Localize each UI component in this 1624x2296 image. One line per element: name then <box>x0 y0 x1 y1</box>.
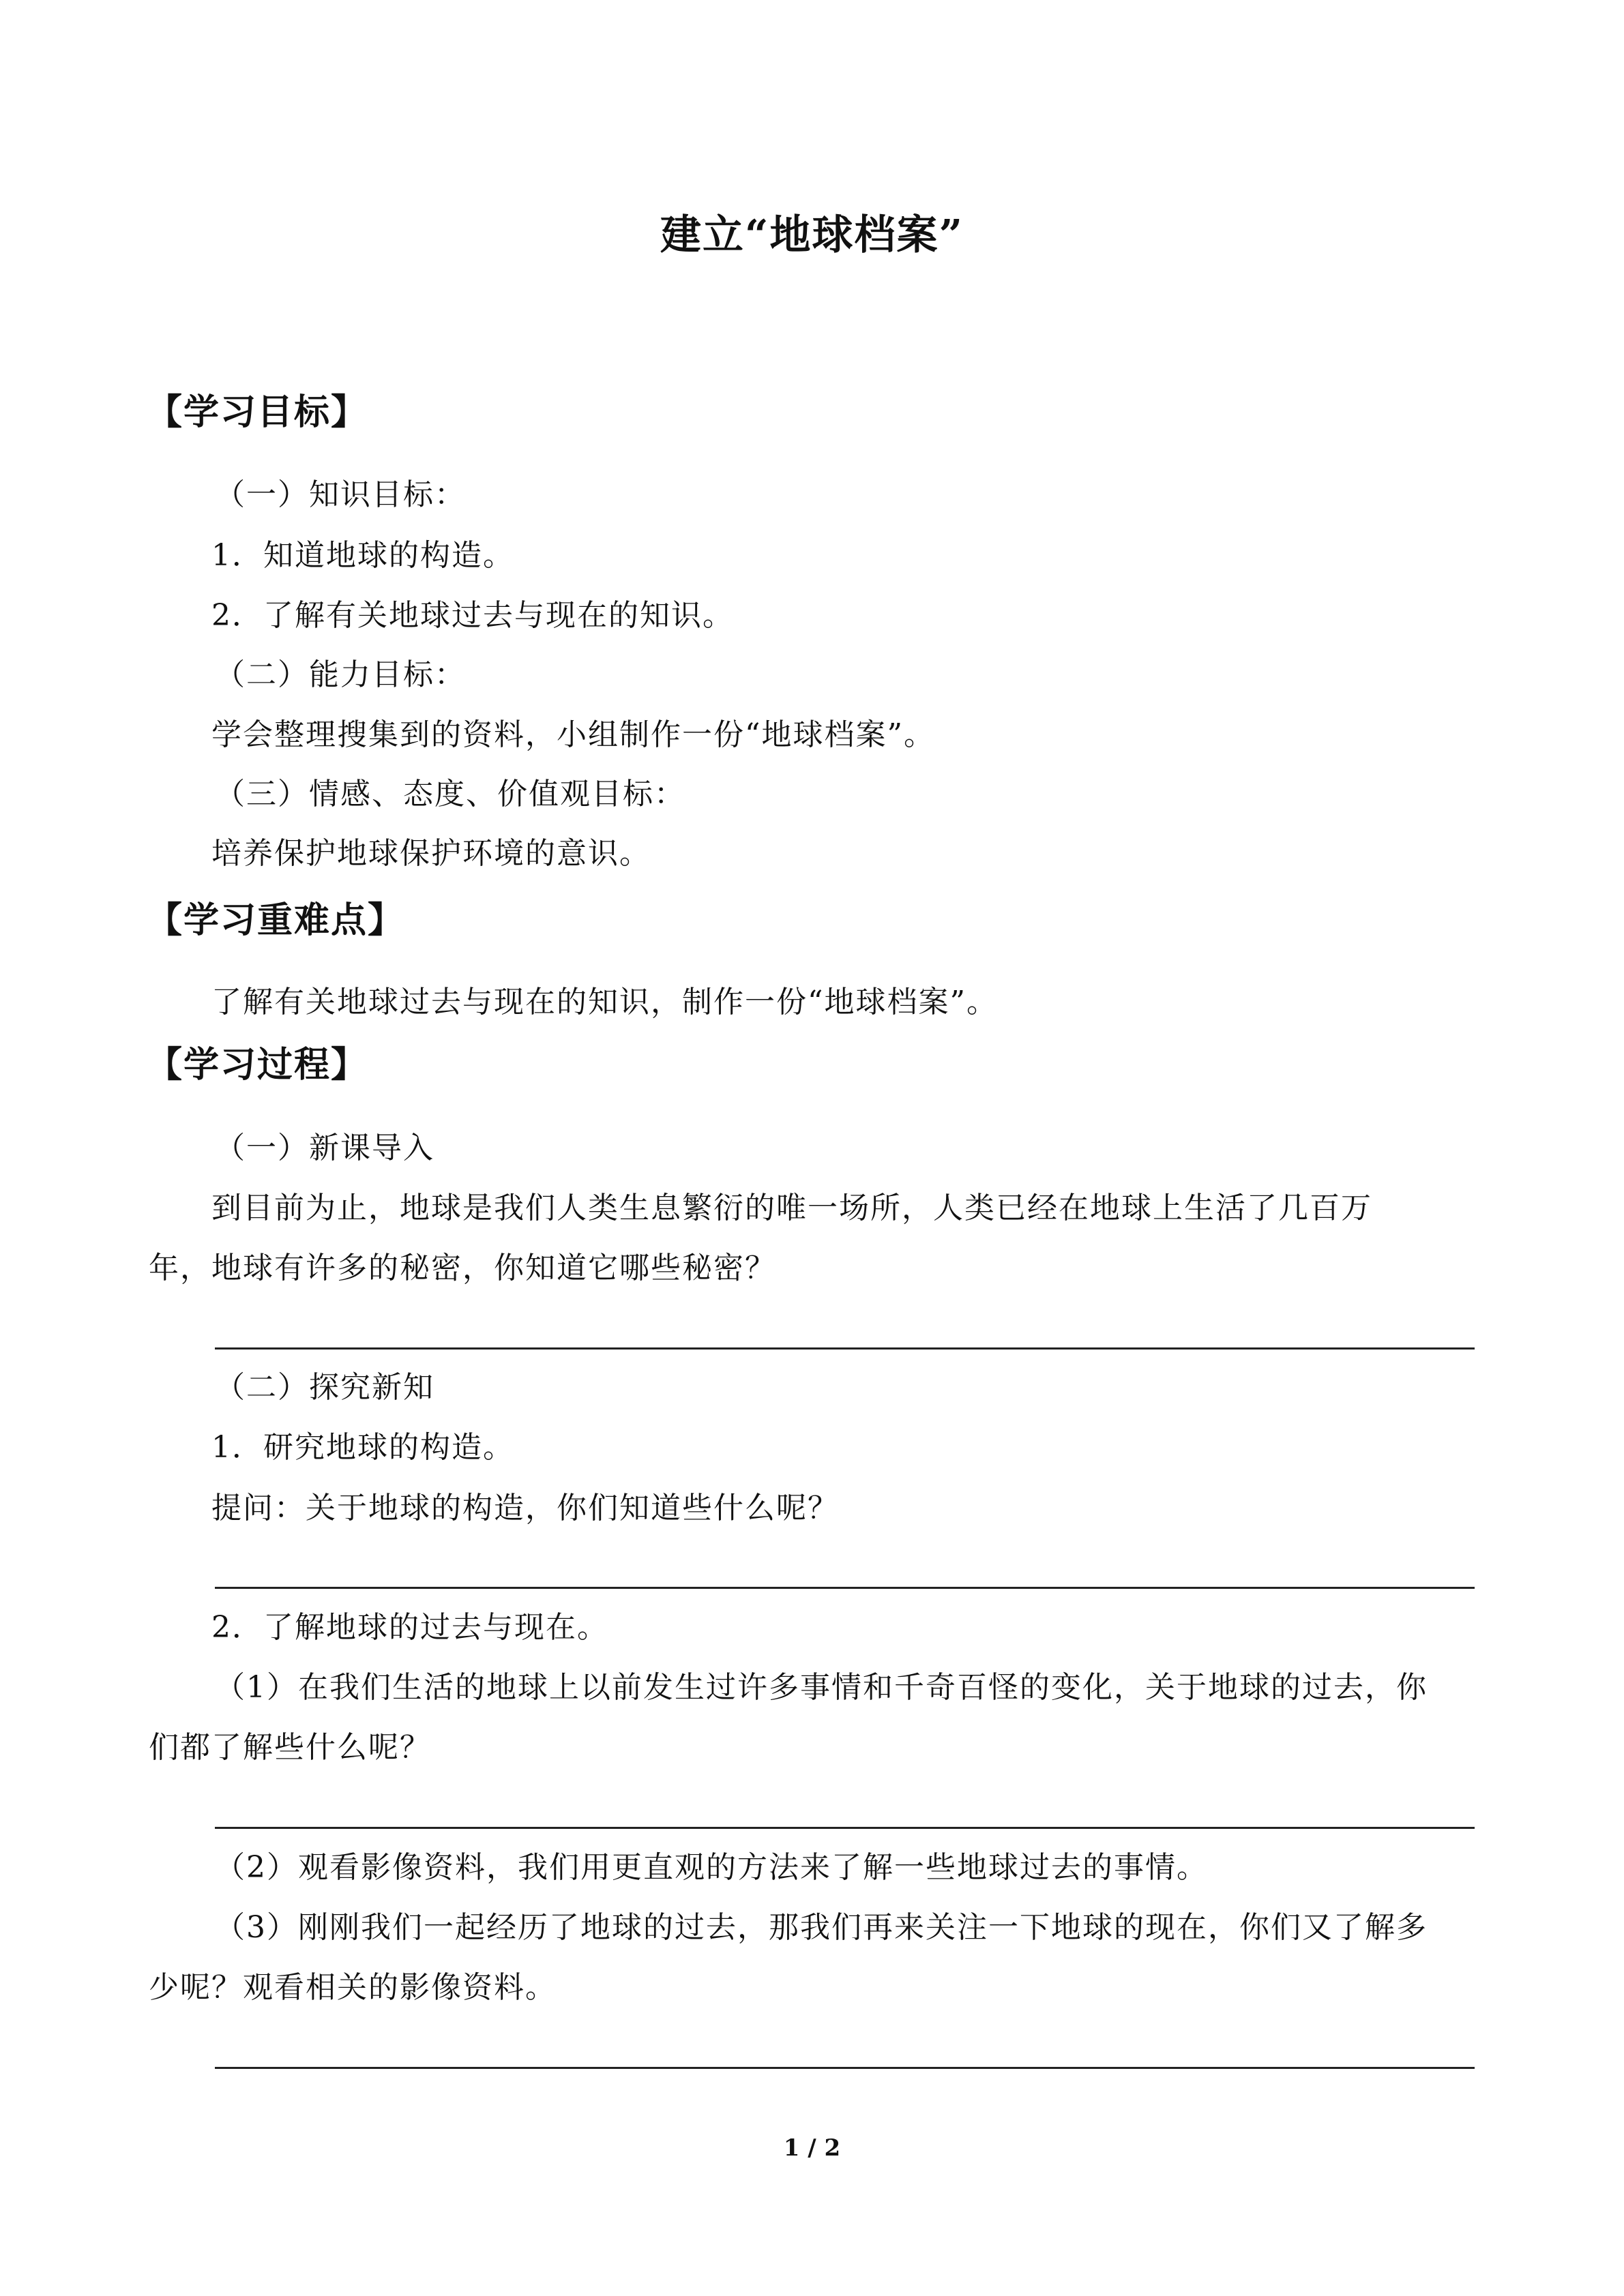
intro-label: （一）新课导入 <box>215 1131 434 1165</box>
answer-blank-line <box>215 1587 1475 1589</box>
heading-process: 【学习过程】 <box>147 1044 368 1086</box>
answer-blank-line <box>215 2067 1475 2069</box>
ability-objective-text: 学会整理搜集到的资料，小组制作一份“地球档案”。 <box>211 717 935 752</box>
heading-objectives: 【学习目标】 <box>147 391 368 433</box>
item-2-text: （2）观看影像资料，我们用更直观的方法来了解一些地球过去的事情。 <box>215 1850 1208 1885</box>
item-1-line-1: （1）在我们生活的地球上以前发生过许多事情和千奇百怪的变化，关于地球的过去，你 <box>215 1670 1428 1705</box>
item-3-line-2: 少呢？观看相关的影像资料。 <box>149 1970 557 2005</box>
knowledge-objective-2: 2．了解有关地球过去与现在的知识。 <box>211 598 734 633</box>
step-2-text: 2．了解地球的过去与现在。 <box>211 1610 608 1645</box>
explore-label: （二）探究新知 <box>215 1370 434 1405</box>
knowledge-objective-label: （一）知识目标： <box>215 477 466 512</box>
knowledge-objective-1: 1．知道地球的构造。 <box>211 538 514 573</box>
emotion-objective-text: 培养保护地球保护环境的意识。 <box>211 836 651 871</box>
emotion-objective-label: （三）情感、态度、价值观目标： <box>215 777 685 811</box>
document-title: 建立“地球档案” <box>660 211 964 259</box>
answer-blank-line <box>215 1347 1475 1350</box>
answer-blank-line <box>215 1827 1475 1829</box>
item-3-line-1: （3）刚刚我们一起经历了地球的过去，那我们再来关注一下地球的现在，你们又了解多 <box>215 1910 1428 1945</box>
intro-paragraph-line-1: 到目前为止，地球是我们人类生息繁衍的唯一场所，人类已经在地球上生活了几百万 <box>211 1191 1372 1225</box>
heading-key-points: 【学习重难点】 <box>147 899 405 941</box>
step-1-text: 1．研究地球的构造。 <box>211 1430 514 1465</box>
page-number: 1 / 2 <box>783 2134 841 2162</box>
ability-objective-label: （二）能力目标： <box>215 657 466 692</box>
key-points-text: 了解有关地球过去与现在的知识，制作一份“地球档案”。 <box>211 985 998 1019</box>
item-1-line-2: 们都了解些什么呢？ <box>149 1730 431 1765</box>
question-1-text: 提问：关于地球的构造，你们知道些什么呢？ <box>211 1491 839 1525</box>
intro-paragraph-line-2: 年，地球有许多的秘密，你知道它哪些秘密？ <box>149 1251 776 1285</box>
